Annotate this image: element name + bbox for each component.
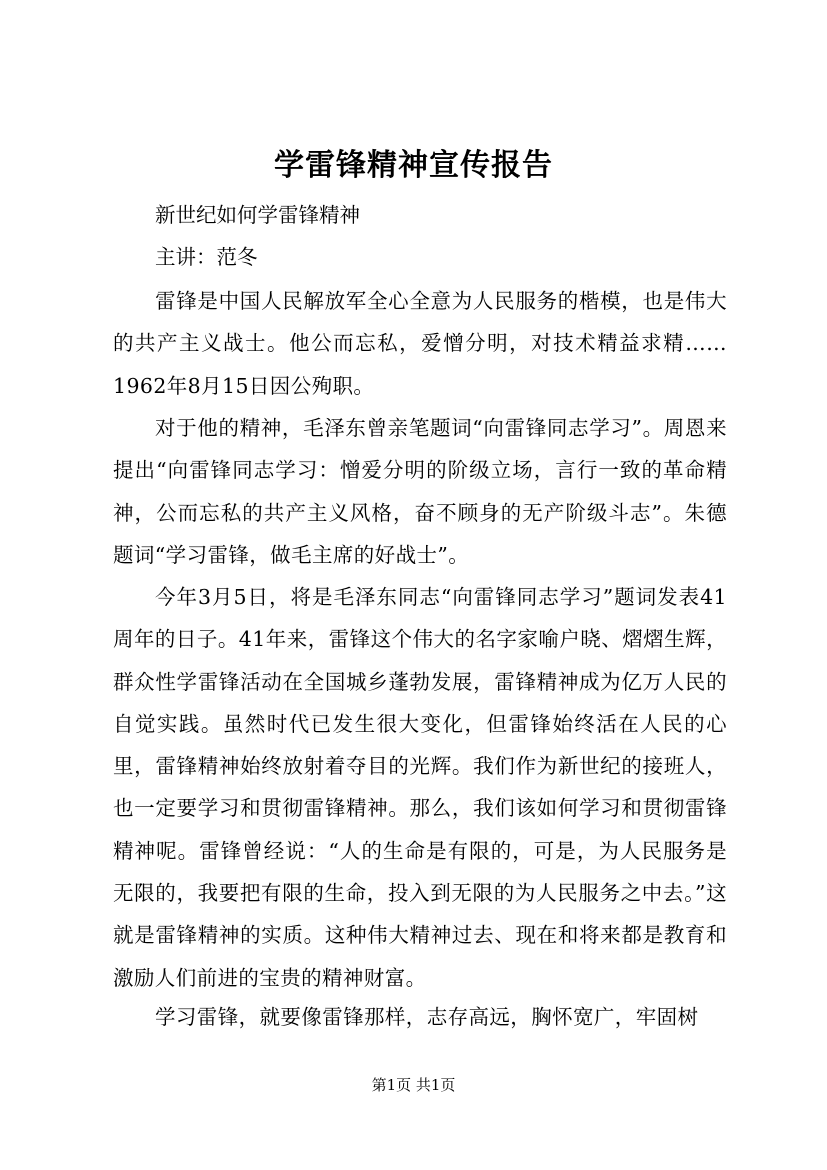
paragraph-3: 今年3月5日，将是毛泽东同志“向雷锋同志学习”题词发表41周年的日子。41年来，雷锋这个伟大的名字家喻户晓、熠熠生辉，群众性学雷锋活动在全国城乡蓬勃发展，雷锋精神成为亿万人民的自觉实践。虽然时代已发生很大变化，但雷锋始终活在人民的心里，雷锋精神始终放射着夺目的光辉。我们作为新世纪的接班人，也一定要学习和贯彻雷锋精神。那么，我们该如何学习和贯彻雷锋精神呢。雷锋曾经说：“人的生命是有限的，可是，为人民服务是无限的，我要把有限的生命，投入到无限的为人民服务之中去。”这就是雷锋精神的实质。这种伟大精神过去、现在和将来都是教育和激励人们前进的宝贵的精神财富。 [113,585,727,990]
speaker-line: 主讲：范冬 [155,245,258,269]
page-footer: 第1页 共1页 [371,1076,456,1094]
document-subtitle: 新世纪如何学雷锋精神 [155,203,360,227]
document-title: 学雷锋精神宣传报告 [274,148,553,183]
paragraph-1: 雷锋是中国人民解放军全心全意为人民服务的楷模，也是伟大的共产主义战士。他公而忘私，爱憎分明，对技术精益求精……1962年8月15日因公殉职。 [113,289,727,398]
paragraph-2: 对于他的精神，毛泽东曾亲笔题词“向雷锋同志学习”。周恩来提出“向雷锋同志学习：憎爱分明的阶级立场，言行一致的革命精神，公而忘私的共产主义风格，奋不顾身的无产阶级斗志”。朱德题词“学习雷锋，做毛主席的好战士”。 [113,416,727,567]
paragraph-4: 学习雷锋，就要像雷锋那样，志存高远，胸怀宽广，牢固树 [155,1005,699,1029]
